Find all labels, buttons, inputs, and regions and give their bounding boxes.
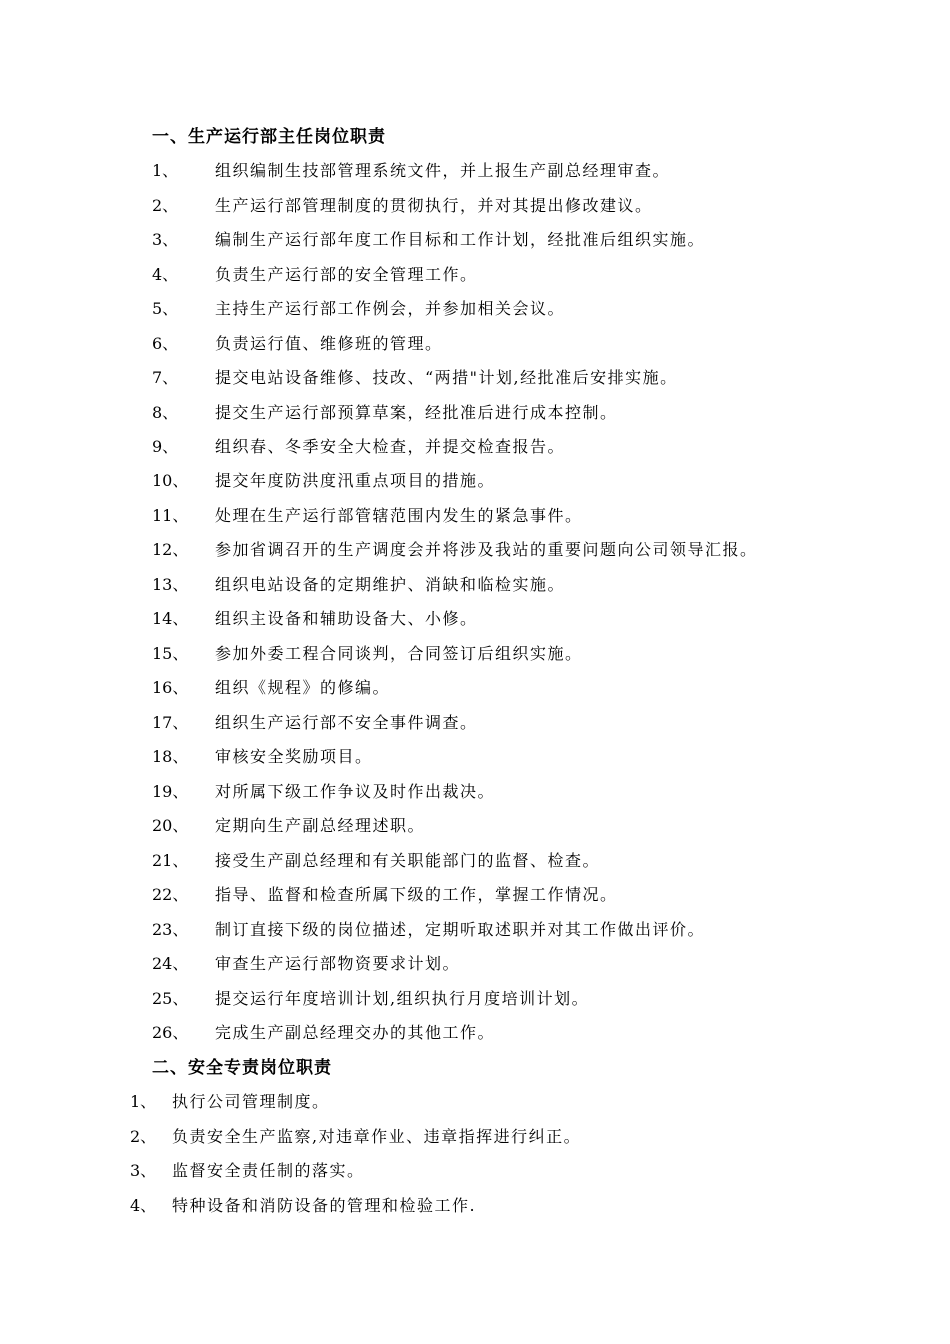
item-number: 26、	[152, 1023, 189, 1042]
item-text: 指导、监督和检查所属下级的工作，掌握工作情况。	[215, 885, 618, 904]
item-number: 11、	[152, 506, 189, 525]
item-text: 提交电站设备维修、技改、“两措"计划,经批准后安排实施。	[215, 368, 678, 387]
item-text: 处理在生产运行部管辖范围内发生的紧急事件。	[215, 506, 583, 525]
item-text: 组织编制生技部管理系统文件，并上报生产副总经理审查。	[215, 161, 671, 180]
item-number: 24、	[152, 954, 189, 973]
item-number: 6、	[152, 334, 179, 353]
item-number: 13、	[152, 575, 189, 594]
item-number: 20、	[152, 816, 189, 835]
item-number: 21、	[152, 851, 189, 870]
item-text: 特种设备和消防设备的管理和检验工作.	[172, 1196, 477, 1215]
item-text: 参加省调召开的生产调度会并将涉及我站的重要问题向公司领导汇报。	[215, 540, 758, 559]
item-number: 23、	[152, 920, 189, 939]
item-text: 接受生产副总经理和有关职能部门的监督、检查。	[215, 851, 601, 870]
item-number: 25、	[152, 989, 189, 1008]
item-text: 提交运行年度培训计划,组织执行月度培训计划。	[215, 989, 590, 1008]
item-number: 15、	[152, 644, 189, 663]
item-number: 17、	[152, 713, 189, 732]
item-number: 4、	[130, 1196, 157, 1215]
item-text: 组织主设备和辅助设备大、小修。	[215, 609, 478, 628]
item-text: 审查生产运行部物资要求计划。	[215, 954, 461, 973]
item-text: 提交生产运行部预算草案，经批准后进行成本控制。	[215, 403, 618, 422]
item-number: 3、	[130, 1161, 157, 1180]
item-number: 2、	[152, 196, 179, 215]
section-1-title: 一、生产运行部主任岗位职责	[152, 127, 386, 147]
item-text: 组织电站设备的定期维护、消缺和临检实施。	[215, 575, 566, 594]
item-text: 完成生产副总经理交办的其他工作。	[215, 1023, 496, 1042]
item-number: 8、	[152, 403, 179, 422]
item-number: 7、	[152, 368, 179, 387]
item-number: 1、	[152, 161, 179, 180]
item-number: 14、	[152, 609, 189, 628]
item-number: 3、	[152, 230, 179, 249]
item-number: 2、	[130, 1127, 157, 1146]
item-text: 执行公司管理制度。	[172, 1092, 330, 1111]
item-text: 组织生产运行部不安全事件调查。	[215, 713, 478, 732]
item-number: 4、	[152, 265, 179, 284]
item-number: 1、	[130, 1092, 157, 1111]
item-text: 定期向生产副总经理述职。	[215, 816, 426, 835]
item-text: 审核安全奖励项目。	[215, 747, 373, 766]
item-text: 编制生产运行部年度工作目标和工作计划，经批准后组织实施。	[215, 230, 706, 249]
item-text: 负责生产运行部的安全管理工作。	[215, 265, 478, 284]
item-text: 对所属下级工作争议及时作出裁决。	[215, 782, 496, 801]
item-number: 18、	[152, 747, 189, 766]
item-text: 主持生产运行部工作例会，并参加相关会议。	[215, 299, 566, 318]
item-number: 22、	[152, 885, 189, 904]
section-2-title: 二、安全专责岗位职责	[152, 1058, 332, 1078]
item-text: 负责安全生产监察,对违章作业、违章指挥进行纠正。	[172, 1127, 582, 1146]
item-number: 19、	[152, 782, 189, 801]
item-text: 提交年度防洪度汛重点项目的措施。	[215, 471, 496, 490]
item-text: 生产运行部管理制度的贯彻执行，并对其提出修改建议。	[215, 196, 653, 215]
item-number: 9、	[152, 437, 179, 456]
item-text: 负责运行值、维修班的管理。	[215, 334, 443, 353]
item-number: 16、	[152, 678, 189, 697]
item-text: 监督安全责任制的落实。	[172, 1161, 365, 1180]
item-text: 组织春、冬季安全大检查，并提交检查报告。	[215, 437, 566, 456]
item-text: 参加外委工程合同谈判，合同签订后组织实施。	[215, 644, 583, 663]
item-number: 10、	[152, 471, 189, 490]
item-number: 5、	[152, 299, 179, 318]
item-number: 12、	[152, 540, 189, 559]
item-text: 制订直接下级的岗位描述，定期听取述职并对其工作做出评价。	[215, 920, 706, 939]
item-text: 组织《规程》的修编。	[215, 678, 391, 697]
